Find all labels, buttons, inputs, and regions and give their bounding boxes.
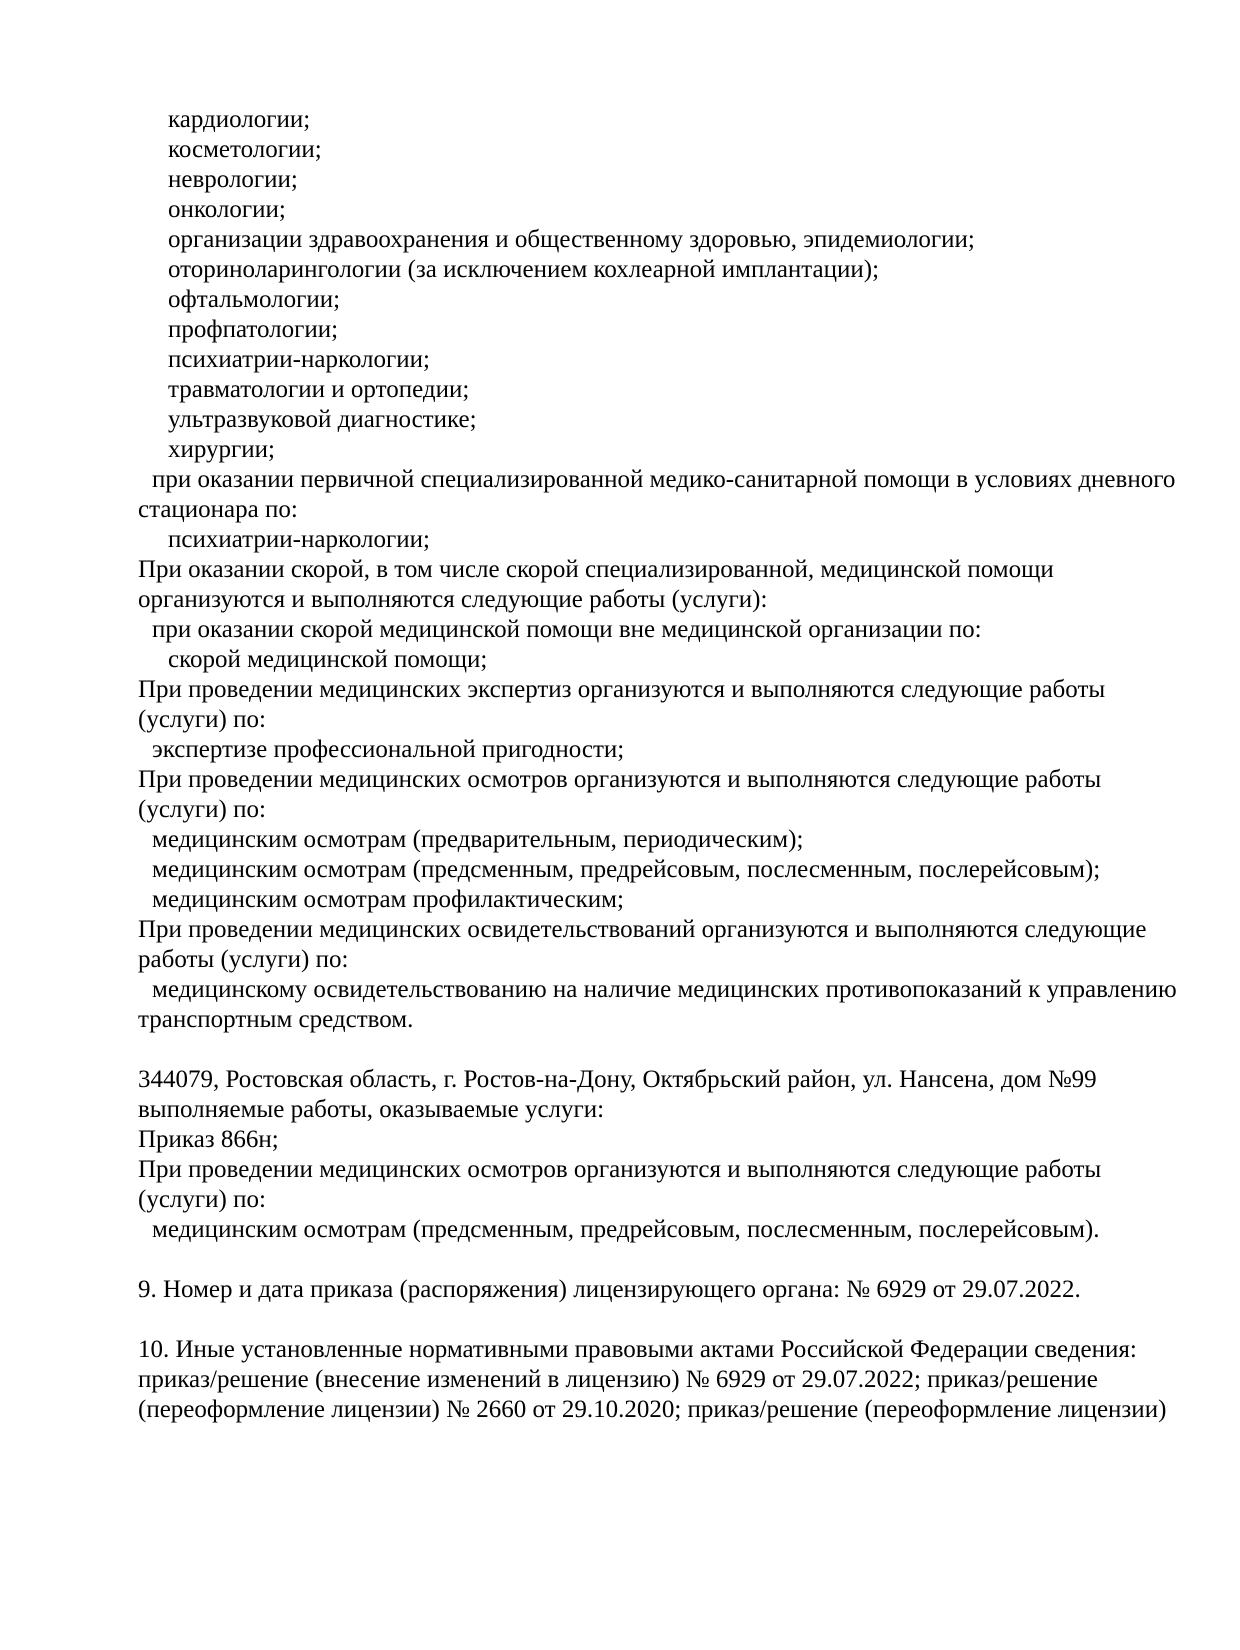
document-body (138, 105, 1177, 1425)
blank-line (138, 1305, 1122, 1335)
blank-line (138, 1245, 1122, 1275)
document-line: оториноларингологии (за исключением кохлеарной имплантации); (168, 256, 880, 283)
document-line: При проведении медицинских освидетельствований организуются и выполняются следующие (138, 916, 1147, 943)
document-line: профпатологии; (168, 316, 339, 343)
document-line: офтальмологии; (168, 286, 341, 313)
document-line: медицинским осмотрам (предсменным, предрейсовым, послесменным, послерейсовым). (152, 1216, 1100, 1243)
document-line: травматологии и ортопедии; (168, 376, 470, 403)
document-line: психиатрии-наркологии; (168, 346, 430, 373)
document-line: приказ/решение (внесение изменений в лицензию) № 6929 от 29.07.2022; приказ/решение (138, 1366, 1098, 1393)
document-line: психиатрии-наркологии; (168, 526, 430, 553)
document-line: 344079, Ростовская область, г. Ростов-на-Дону, Октябрьский район, ул. Нансена, дом №99 (138, 1066, 1097, 1093)
document-line: медицинским осмотрам профилактическим; (152, 886, 624, 913)
document-line: работы (услуги) по: (138, 946, 349, 973)
document-line: Приказ 866н; (138, 1126, 279, 1153)
document-line: при оказании скорой медицинской помощи вне медицинской организации по: (152, 616, 982, 643)
document-line: хирургии; (168, 436, 276, 463)
document-line: транспортным средством. (138, 1006, 414, 1033)
document-line: организуются и выполняются следующие работы (услуги): (138, 586, 768, 613)
document-line: 9. Номер и дата приказа (распоряжения) лицензирующего органа: № 6929 от 29.07.2022. (138, 1276, 1081, 1303)
document-line: При оказании скорой, в том числе скорой специализированной, медицинской помощи (138, 556, 1054, 583)
document-line: При проведении медицинских экспертиз организуются и выполняются следующие работы (138, 676, 1106, 703)
document-line: неврологии; (168, 166, 298, 193)
document-line: ультразвуковой диагностике; (168, 406, 477, 433)
document-line: При проведении медицинских осмотров организуются и выполняются следующие работы (138, 766, 1102, 793)
document-line: скорой медицинской помощи; (168, 646, 488, 673)
document-line: стационара по: (138, 496, 298, 523)
document-line: организации здравоохранения и общественному здоровью, эпидемиологии; (168, 226, 975, 253)
document-line: онкологии; (168, 196, 286, 223)
document-line: (услуги) по: (138, 706, 266, 733)
document-line: медицинским осмотрам (предварительным, периодическим); (152, 826, 804, 853)
document-line: кардиологии; (168, 106, 311, 133)
document-line: (переоформление лицензии) № 2660 от 29.10.2020; приказ/решение (переоформление лицензии) (138, 1396, 1167, 1423)
document-line: косметологии; (168, 136, 322, 163)
document-line: 10. Иные установленные нормативными правовыми актами Российской Федерации сведения: (138, 1336, 1137, 1363)
document-line: (услуги) по: (138, 796, 266, 823)
document-line: медицинскому освидетельствованию на наличие медицинских противопоказаний к управлению (152, 976, 1177, 1003)
document-line: выполняемые работы, оказываемые услуги: (138, 1096, 605, 1123)
document-line: медицинским осмотрам (предсменным, предрейсовым, послесменным, послерейсовым); (152, 856, 1101, 883)
document-line: (услуги) по: (138, 1186, 266, 1213)
document-line: При проведении медицинских осмотров организуются и выполняются следующие работы (138, 1156, 1102, 1183)
document-line: при оказании первичной специализированной медико-санитарной помощи в условиях дневного (152, 466, 1176, 493)
blank-line (138, 1035, 1122, 1065)
document-line: экспертизе профессиональной пригодности; (152, 736, 625, 763)
